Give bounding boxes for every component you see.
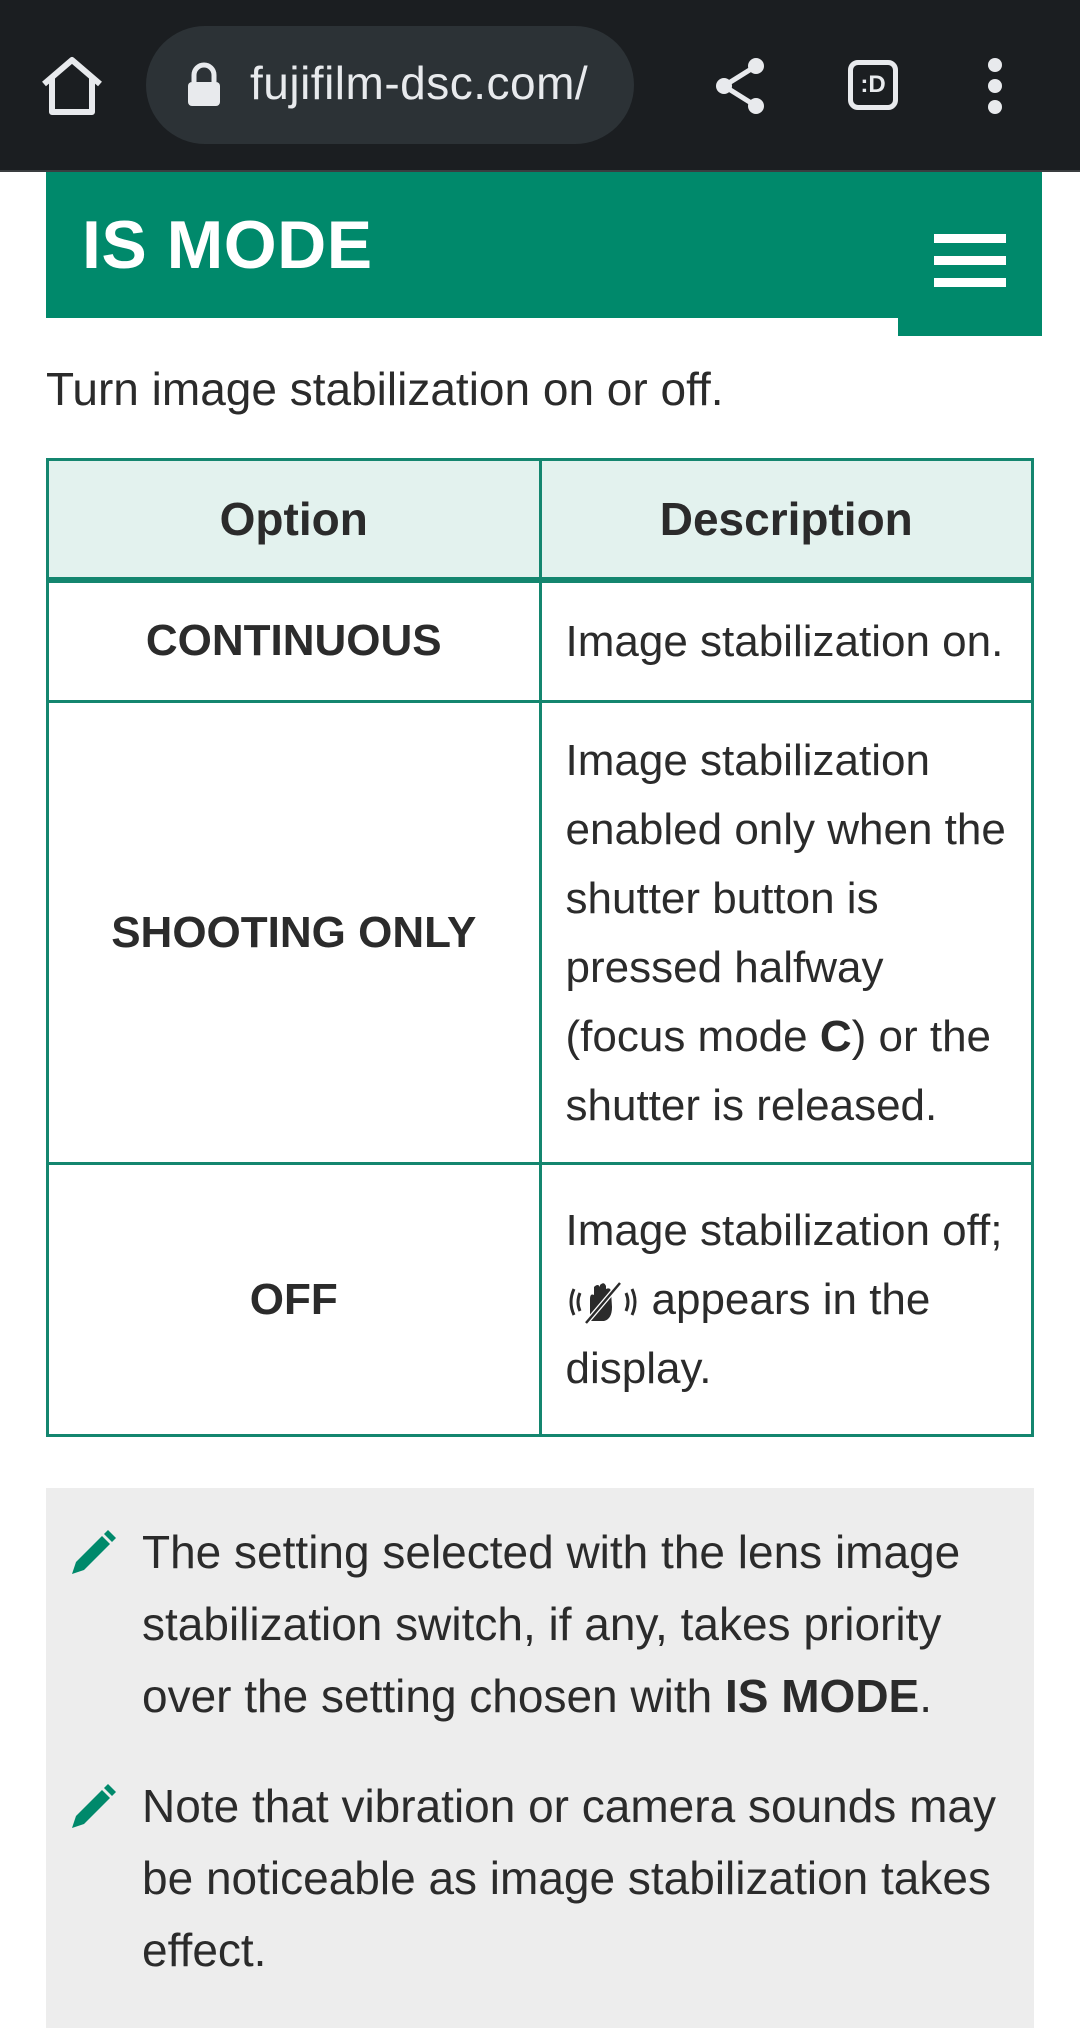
- description-text: appears in the display.: [565, 1275, 931, 1393]
- stabilization-off-icon: [566, 1277, 640, 1327]
- option-cell: SHOOTING ONLY: [48, 702, 541, 1164]
- column-header-option: Option: [48, 460, 541, 580]
- browser-toolbar: [0, 0, 1080, 172]
- note-text: [142, 1516, 1022, 1732]
- is-mode-label: IS MODE: [725, 1670, 920, 1722]
- address-bar[interactable]: [146, 26, 634, 144]
- lock-icon: [186, 62, 222, 108]
- note-text-part: The setting selected with the lens image stabilization switch, if any, takes priority over the setting chosen with: [142, 1526, 961, 1722]
- tab-switcher-label: :D: [860, 71, 886, 98]
- page-title: IS MODE: [82, 207, 373, 283]
- options-table: [46, 458, 1034, 1437]
- option-cell: CONTINUOUS: [48, 580, 541, 702]
- option-cell: OFF: [48, 1164, 541, 1436]
- table-header-row: [48, 460, 1033, 580]
- description-cell: [540, 702, 1033, 1164]
- pencil-icon: [66, 1528, 118, 1580]
- table-row: [48, 702, 1033, 1164]
- description-text: ) or the shutter is released.: [565, 1011, 992, 1130]
- tab-switcher-icon[interactable]: [848, 60, 898, 110]
- description-cell: Image stabilization on.: [540, 580, 1033, 702]
- note-text-part: .: [919, 1670, 933, 1722]
- description-text: Image stabilization off;: [565, 1206, 1003, 1255]
- description-cell: [540, 1164, 1033, 1436]
- notes-box: [46, 1488, 1034, 2028]
- table-row: [48, 580, 1033, 702]
- hamburger-menu-icon[interactable]: [898, 172, 1042, 336]
- home-icon[interactable]: [38, 52, 106, 120]
- page-header: [46, 172, 1034, 318]
- share-icon[interactable]: [712, 56, 768, 116]
- description-text: Image stabilization enabled only when the shutter button is pressed halfway (focus mode: [565, 735, 1006, 1061]
- more-vert-icon[interactable]: [980, 56, 1010, 116]
- url-text: fujifilm-dsc.com/: [250, 57, 589, 109]
- table-row: [48, 1164, 1033, 1436]
- note-text: Note that vibration or camera sounds may be noticeable as image stabilization takes effect.: [142, 1780, 996, 1976]
- intro-text: Turn image stabilization on or off.: [46, 363, 724, 415]
- focus-mode-label: C: [819, 1011, 852, 1061]
- column-header-description: Description: [540, 460, 1033, 580]
- pencil-icon: [66, 1782, 118, 1834]
